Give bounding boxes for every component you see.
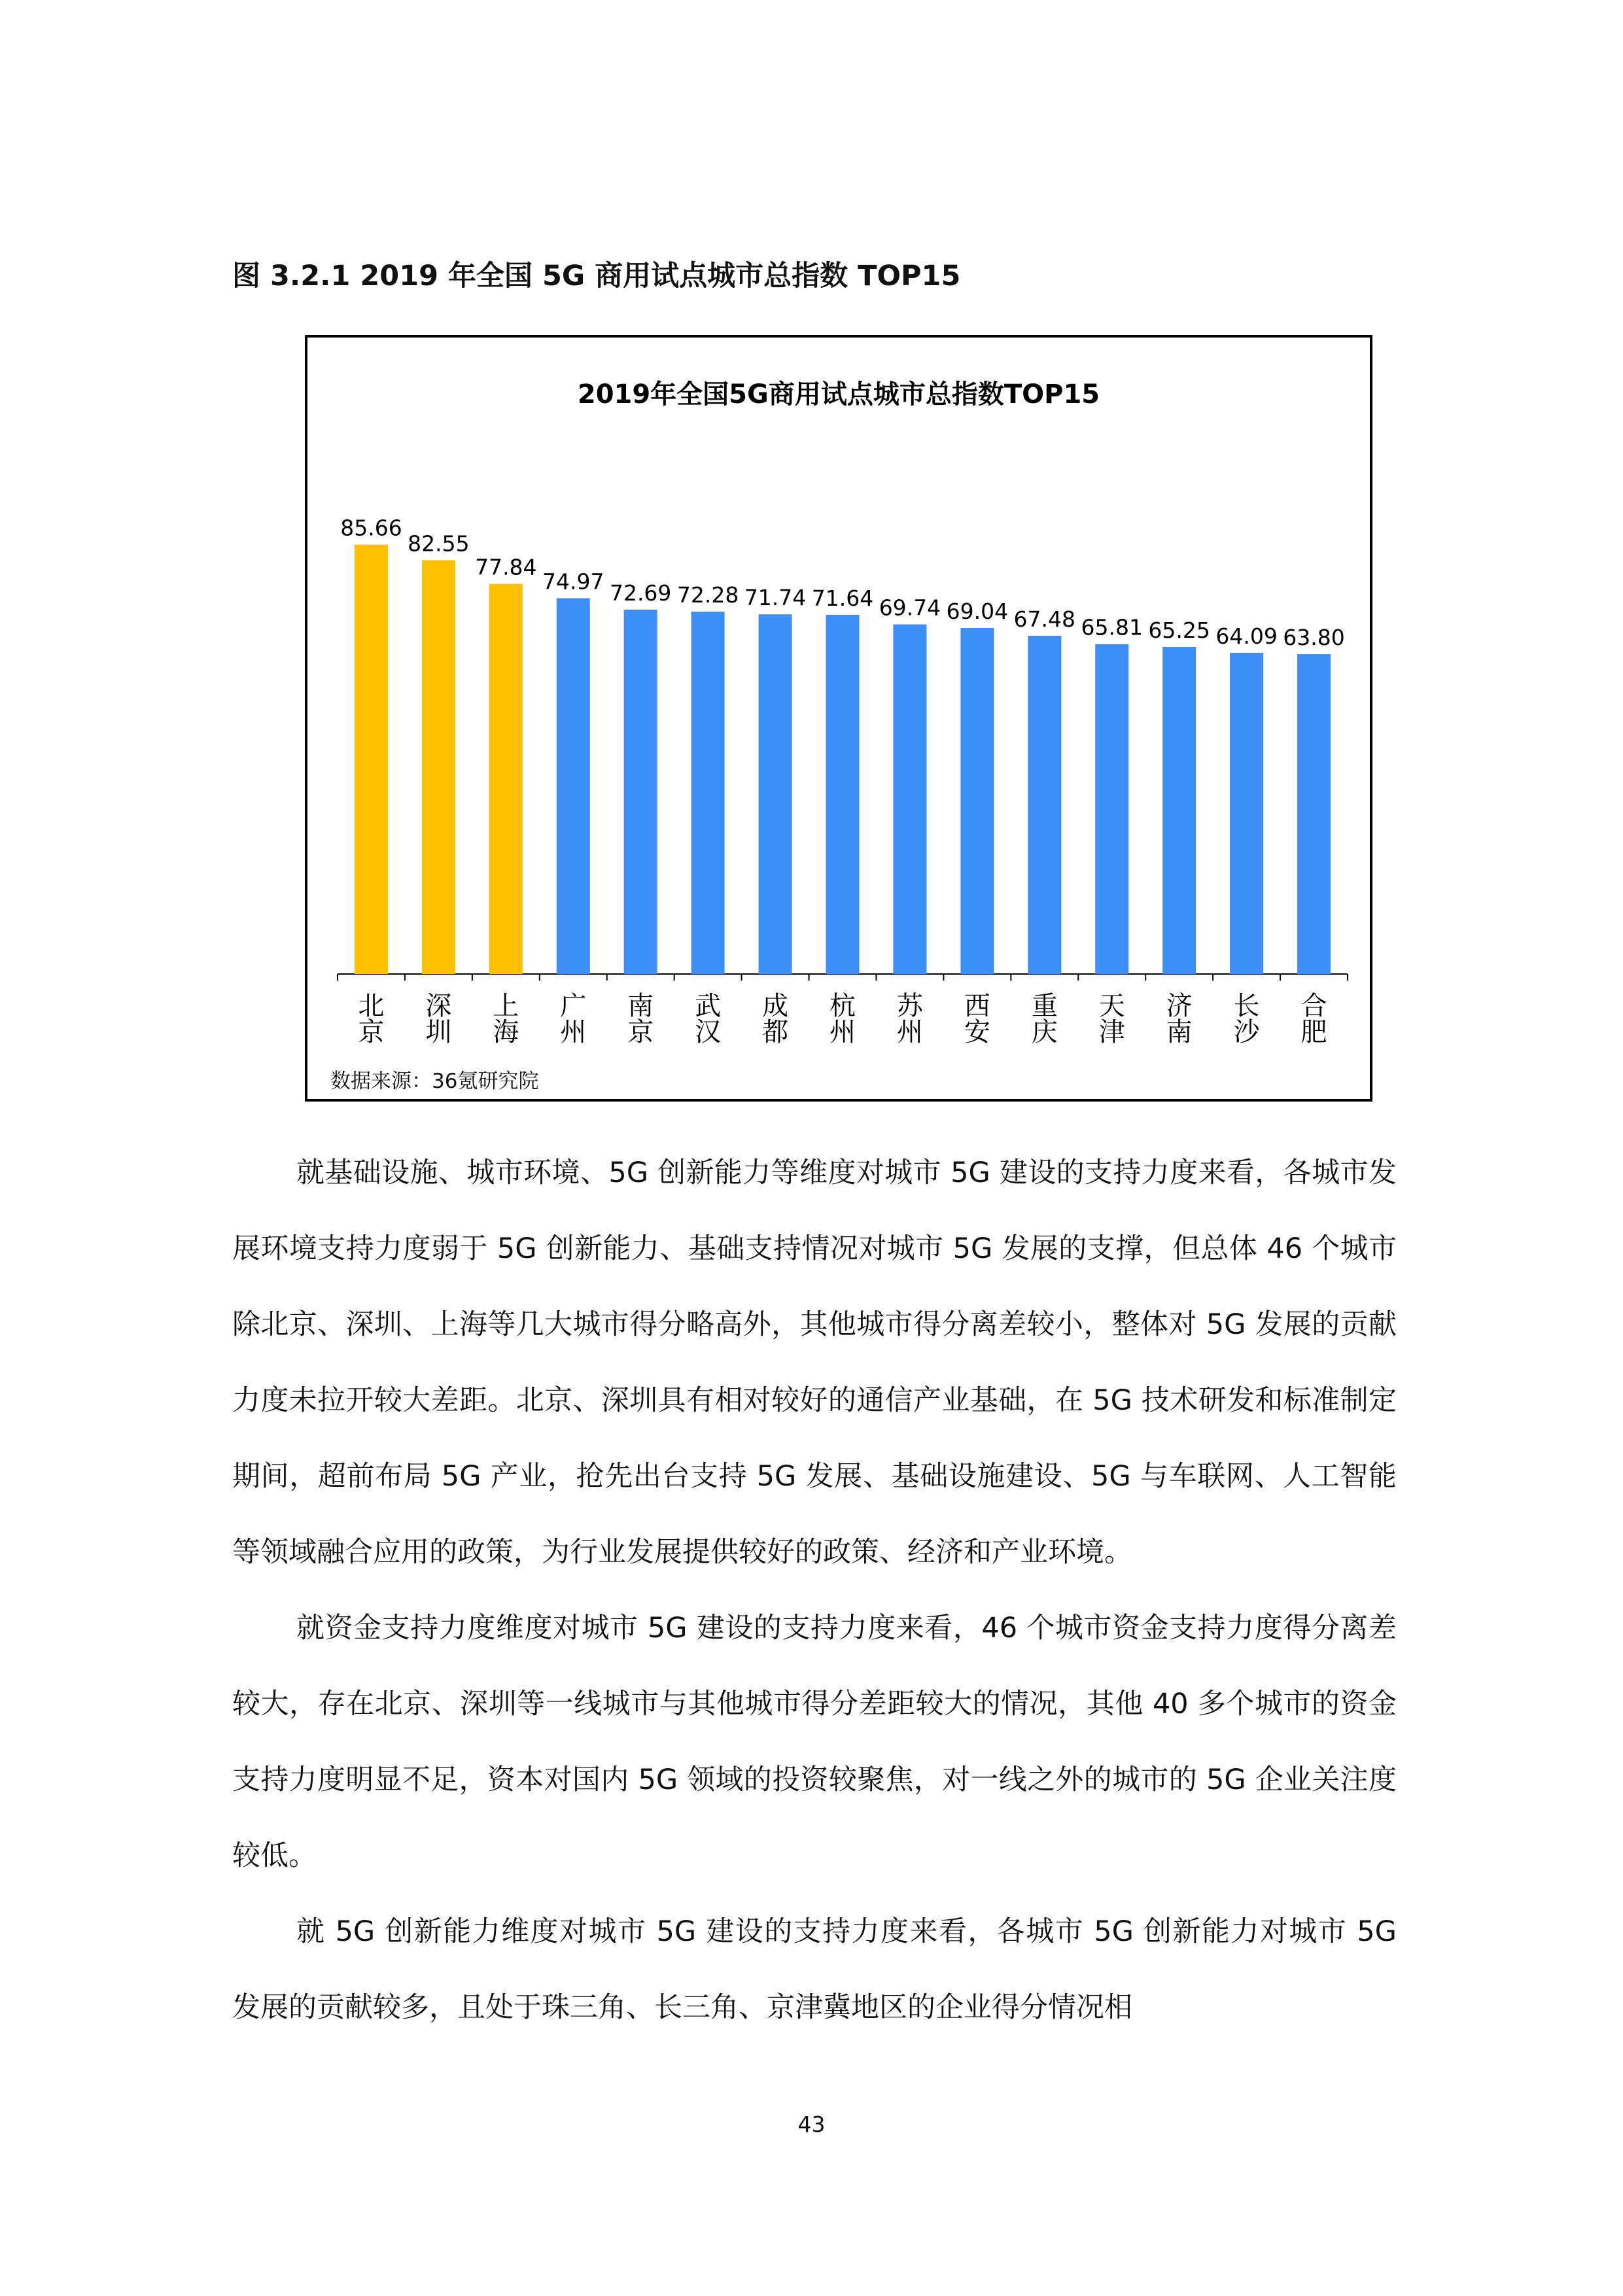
data-label: 69.74	[879, 595, 941, 621]
bar	[355, 545, 388, 974]
bar	[1028, 636, 1061, 974]
paragraph: 就基础设施、城市环境、5G 创新能力等维度对城市 5G 建设的支持力度来看，各城市发展环境支持力度弱于 5G 创新能力、基础支持情况对城市 5G 发展的支撑，但总体 46 个城市除北京、深圳、上海等几大城市得分略高外，其他城市得分离差较小，整体对 5G 发展的贡献力度未拉开较大差距。北京、深圳具有相对较好的通信产业基础，在 5G 技术研发和标准制定期间，超前布局 5G 产业，抢先出台支持 5G 发展、基础设施建设、5G 与车联网、人工智能等领域融合应用的政策，为行业发展提供较好的政策、经济和产业环境。	[232, 1157, 1397, 1569]
x-tick-label: 重庆	[1031, 991, 1058, 1047]
x-tick-label: 杭州	[829, 991, 856, 1047]
data-label: 67.48	[1013, 606, 1076, 632]
x-tick-label: 深圳	[425, 991, 452, 1047]
bar-chart	[307, 338, 1370, 1099]
bar	[893, 625, 926, 974]
data-label: 77.84	[475, 554, 537, 580]
figure-caption: 图 3.2.1 2019 年全国 5G 商用试点城市总指数 TOP15	[232, 260, 961, 292]
x-tick-label: 长沙	[1233, 991, 1260, 1047]
bar	[1162, 647, 1196, 974]
bar	[826, 615, 860, 974]
data-label: 69.04	[946, 598, 1009, 624]
bar	[1095, 644, 1128, 974]
data-label: 65.81	[1081, 614, 1143, 640]
data-label: 72.28	[676, 582, 739, 608]
x-tick-label: 天津	[1098, 991, 1125, 1047]
bar	[1230, 653, 1263, 974]
chart-container	[305, 335, 1372, 1102]
bar	[624, 610, 657, 974]
body-text	[232, 1135, 1397, 2045]
x-tick-label: 成都	[762, 991, 789, 1047]
x-tick-label: 济南	[1166, 991, 1193, 1047]
data-label: 74.97	[542, 568, 604, 595]
x-tick-label: 西安	[964, 991, 990, 1047]
data-label: 71.64	[811, 585, 874, 612]
chart-title: 2019年全国5G商用试点城市总指数TOP15	[577, 379, 1100, 409]
bar	[1297, 654, 1331, 974]
data-label: 65.25	[1148, 617, 1210, 643]
data-label: 85.66	[340, 515, 402, 541]
data-label: 63.80	[1283, 625, 1345, 651]
bar	[489, 583, 523, 974]
bar	[759, 614, 792, 974]
bar	[960, 628, 994, 974]
x-tick-label: 南京	[627, 991, 654, 1047]
bar	[557, 598, 590, 974]
x-tick-label: 苏州	[896, 991, 923, 1047]
x-tick-label: 北京	[358, 991, 385, 1047]
x-tick-label: 武汉	[695, 991, 722, 1047]
data-label: 72.69	[609, 580, 672, 606]
paragraph: 就 5G 创新能力维度对城市 5G 建设的支持力度来看，各城市 5G 创新能力对城市 5G 发展的贡献较多，且处于珠三角、长三角、京津冀地区的企业得分情况相	[232, 1915, 1397, 2024]
data-label: 82.55	[408, 531, 470, 557]
paragraph: 就资金支持力度维度对城市 5G 建设的支持力度来看，46 个城市资金支持力度得分离差较大，存在北京、深圳等一线城市与其他城市得分差距较大的情况，其他 40 多个城市的资金支持力度明显不足，资本对国内 5G 领域的投资较聚焦，对一线之外的城市的 5G 企业关注度较低。	[232, 1612, 1397, 1872]
data-label: 64.09	[1215, 623, 1278, 649]
chart-source: 数据来源：36氪研究院	[330, 1070, 539, 1093]
page-number: 43	[797, 2112, 826, 2137]
bar	[691, 612, 725, 974]
bar	[422, 560, 455, 974]
x-tick-label: 广州	[560, 991, 587, 1047]
x-tick-label: 上海	[493, 991, 519, 1047]
x-tick-label: 合肥	[1300, 991, 1327, 1047]
data-label: 71.74	[744, 585, 807, 611]
